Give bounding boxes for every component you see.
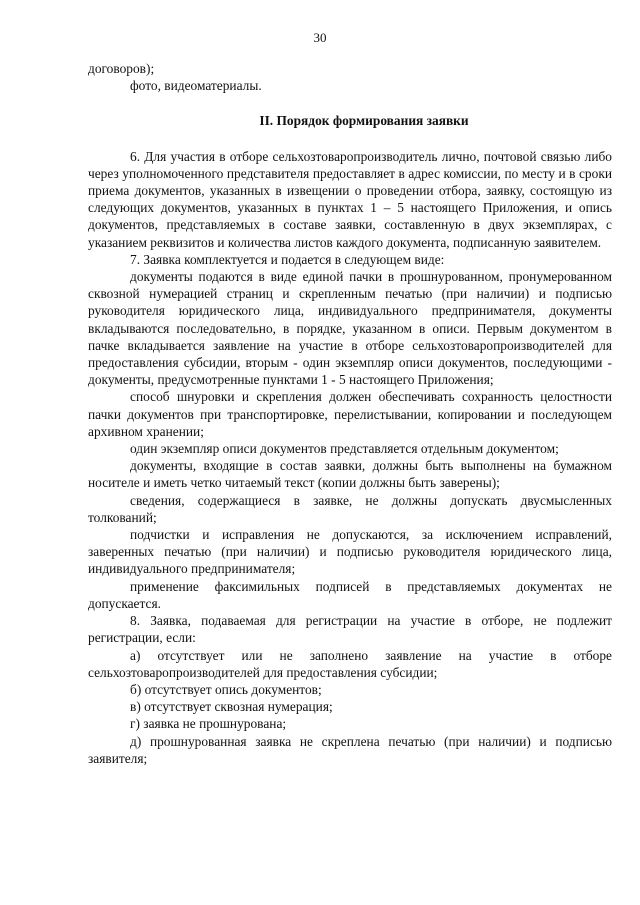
paragraph-7-item-paper: документы, входящие в состав заявки, должны быть выполнены на бумажном носителе и иметь четко читаемый текст (копии должны быть заверены); xyxy=(88,458,612,491)
text-line-continuation: договоров); xyxy=(88,61,155,76)
paragraph-7-item-binding: способ шнуровки и скрепления должен обеспечивать сохранность целостности пачки документов при транспортировке, перелистывании, копировании и последующем архивном хранении; xyxy=(88,389,612,439)
paragraph-8-item-d: д) прошнурованная заявка не скреплена печатью (при наличии) и подписью заявителя; xyxy=(88,733,612,766)
text-line-media: фото, видеоматериалы. xyxy=(130,78,262,94)
paragraph-8: 8. Заявка, подаваемая для регистрации на участие в отборе, не подлежит регистрации, если: xyxy=(88,613,612,646)
paragraph-8-item-g: г) заявка не прошнурована; xyxy=(130,716,287,732)
paragraph-6: 6. Для участия в отборе сельхозтоваропроизводитель лично, почтовой связью либо через уполномоченного представителя предоставляет в адрес комиссии, по месту и в сроки приема документов, указанных в извещении о проведении отбора, заявку, состоящую из следующих документов, указанных в пунктах 1 – 5 настоящего Приложения, и опись документов, представляемых в составе заявки, составленную в двух экземплярах, с указанием реквизитов и количества листов каждого документа, подписанную заявителем. xyxy=(88,148,612,250)
paragraph-8-item-a: а) отсутствует или не заполнено заявление на участие в отборе сельхозтоваропроизводителей для предоставления субсидии; xyxy=(88,647,612,680)
paragraph-7: 7. Заявка комплектуется и подается в следующем виде: xyxy=(130,251,445,267)
paragraph-7-item-corrections: подчистки и исправления не допускаются, за исключением исправлений, заверенных печатью (при наличии) и подписью руководителя юридического лица, индивидуального предпринимателя; xyxy=(88,527,612,577)
paragraph-7-item-documents: документы подаются в виде единой пачки в прошнурованном, пронумерованном сквозной нумерацией страниц и скрепленным печатью (при наличии) и подписью руководителя юридического лица, индивидуального предпринимателя, документы вкладываются последовательно, в порядке, указанном в описи. Первым документом в пачке вкладывается заявление на участие в отборе сельхозтоваропроизводителей для предоставления субсидии, вторым - один экземпляр описи документов, последующими - документы, предусмотренные пунктами 1 - 5 настоящего Приложения; xyxy=(88,269,612,388)
page-number: 30 xyxy=(313,30,327,45)
paragraph-7-item-inventory: один экземпляр описи документов представляется отдельным документом; xyxy=(130,441,559,457)
paragraph-8-item-b: б) отсутствует опись документов; xyxy=(130,681,322,697)
paragraph-7-item-facsimile: применение факсимильных подписей в представляемых документах не допускается. xyxy=(88,578,612,611)
document-body xyxy=(88,60,612,767)
section-title: II. Порядок формирования заявки xyxy=(259,113,469,129)
paragraph-7-item-info: сведения, содержащиеся в заявке, не должны допускать двусмысленных толкований; xyxy=(88,492,612,525)
paragraph-8-item-v: в) отсутствует сквозная нумерация; xyxy=(130,699,333,715)
